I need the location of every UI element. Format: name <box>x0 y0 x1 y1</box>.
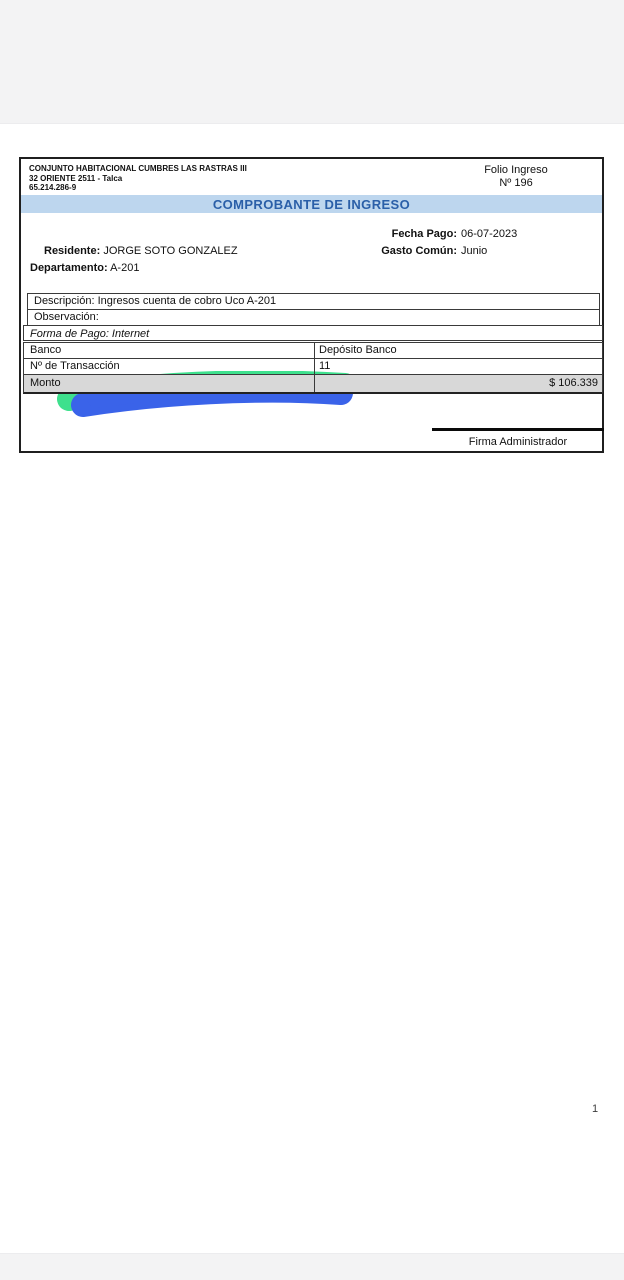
forma-de-pago-row: Forma de Pago: Internet <box>23 325 603 341</box>
monto-value: $ 106.339 <box>549 377 598 389</box>
fecha-pago-line <box>332 228 517 240</box>
departamento-line <box>30 262 139 274</box>
title-banner <box>21 195 602 213</box>
bottom-gray-band <box>0 1253 624 1280</box>
table-row <box>24 343 602 358</box>
table-row <box>24 358 602 374</box>
page-number: 1 <box>592 1103 599 1115</box>
folio-label: Folio Ingreso <box>484 164 548 176</box>
banco-value: Depósito Banco <box>319 344 397 356</box>
residente-line <box>44 245 238 257</box>
organization-rut: 65.214.286-9 <box>29 183 77 192</box>
top-gray-band <box>0 0 624 124</box>
payment-table <box>23 342 603 394</box>
departamento-label: Departamento: <box>30 262 108 274</box>
fecha-pago-value: 06-07-2023 <box>461 228 518 240</box>
residente-label: Residente: <box>44 245 101 257</box>
gasto-comun-value: Junio <box>461 245 488 257</box>
folio-block <box>456 164 576 190</box>
transaccion-value: 11 <box>319 360 331 372</box>
observacion-row: Observación: <box>28 309 599 325</box>
residente-value: JORGE SOTO GONZALEZ <box>103 245 238 257</box>
organization-address: 32 ORIENTE 2511 - Talca <box>29 173 123 183</box>
fecha-pago-label: Fecha Pago: <box>391 228 457 240</box>
description-table <box>27 293 600 326</box>
organization-name: CONJUNTO HABITACIONAL CUMBRES LAS RASTRAS III <box>29 164 247 173</box>
organization-header <box>29 164 247 193</box>
gasto-comun-line <box>332 245 487 257</box>
signature-line <box>432 428 604 431</box>
transaccion-label: Nº de Transacción <box>24 359 315 374</box>
folio-number: Nº 196 <box>499 177 533 189</box>
departamento-value: A-201 <box>110 262 140 274</box>
signature-label: Firma Administrador <box>468 436 568 448</box>
banco-label: Banco <box>24 343 315 358</box>
gasto-comun-label: Gasto Común: <box>381 245 457 257</box>
document-title: COMPROBANTE DE INGRESO <box>212 196 411 212</box>
monto-label: Monto <box>24 375 315 392</box>
descripcion-row: Descripción: Ingresos cuenta de cobro Uco A-201 <box>34 295 277 307</box>
receipt-document <box>19 157 604 453</box>
table-row-monto <box>24 374 602 392</box>
